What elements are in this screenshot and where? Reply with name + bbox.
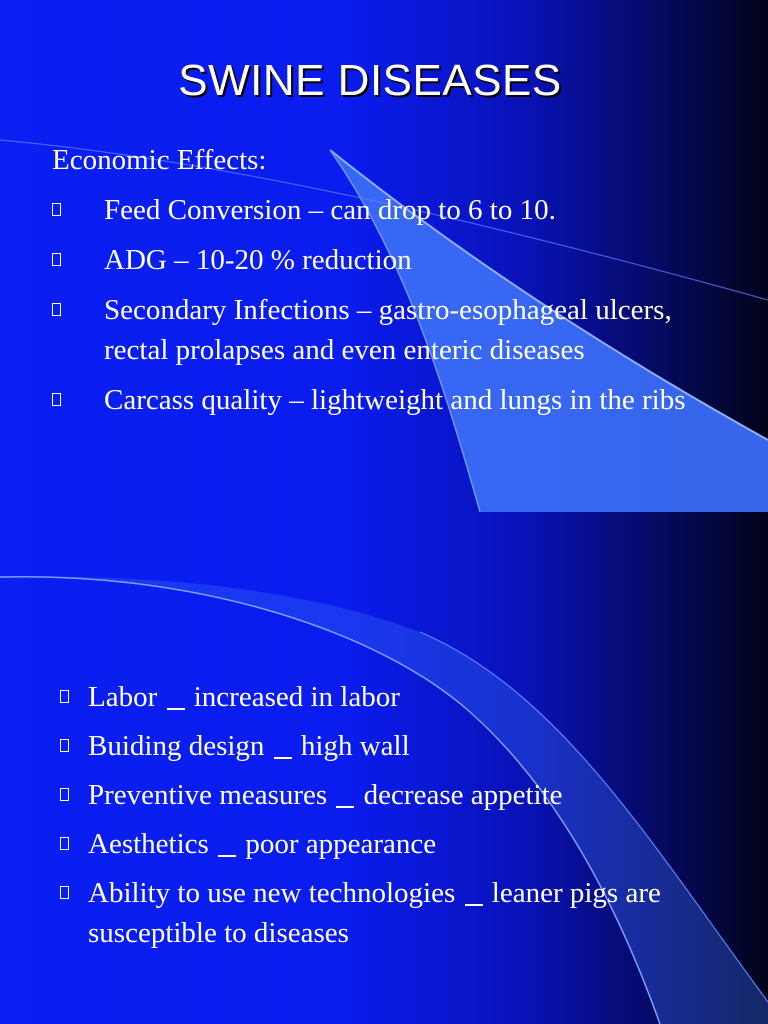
list-item-detail: leaner pigs are susceptible to diseases	[88, 877, 661, 949]
list-item	[52, 380, 702, 420]
hollow-square-bullet-icon	[52, 253, 61, 266]
other-effects-list	[52, 677, 672, 962]
separator-dash-icon	[274, 757, 292, 759]
hollow-square-bullet-icon	[60, 837, 69, 850]
list-item	[52, 775, 672, 815]
separator-dash-icon	[218, 855, 236, 857]
list-item	[52, 190, 702, 230]
list-item	[52, 290, 702, 370]
list-item-detail: increased in labor	[193, 681, 400, 713]
separator-dash-icon	[167, 708, 185, 710]
list-item-term: Ability to use new technologies	[88, 877, 456, 909]
list-item	[52, 824, 672, 864]
list-item	[52, 726, 672, 766]
hollow-square-bullet-icon	[52, 393, 61, 406]
hollow-square-bullet-icon	[52, 303, 61, 316]
separator-dash-icon	[465, 904, 483, 906]
list-item-text: Secondary Infections – gastro-esophageal ulcers, rectal prolapses and even enteric diseases	[104, 294, 672, 366]
list-item-term: Buiding design	[88, 730, 265, 762]
slide-other-effects	[0, 512, 768, 1024]
list-item	[52, 873, 672, 953]
list-item-text: Carcass quality – lightweight and lungs in the ribs	[104, 384, 686, 416]
section-heading: Economic Effects:	[52, 144, 267, 176]
hollow-square-bullet-icon	[60, 886, 69, 899]
separator-dash-icon	[336, 806, 354, 808]
list-item-detail: decrease appetite	[363, 779, 563, 811]
list-item-detail: high wall	[300, 730, 410, 762]
economic-effects-list	[52, 190, 702, 430]
list-item	[52, 240, 702, 280]
hollow-square-bullet-icon	[60, 739, 69, 752]
hollow-square-bullet-icon	[60, 788, 69, 801]
list-item	[52, 677, 672, 717]
list-item-term: Aesthetics	[88, 828, 209, 860]
hollow-square-bullet-icon	[60, 690, 69, 703]
list-item-term: Labor	[88, 681, 158, 713]
list-item-term: Preventive measures	[88, 779, 328, 811]
list-item-text: ADG – 10-20 % reduction	[104, 244, 412, 276]
slide-title: SWINE DISEASES	[178, 56, 562, 105]
hollow-square-bullet-icon	[52, 203, 61, 216]
list-item-text: Feed Conversion – can drop to 6 to 10.	[104, 194, 556, 226]
list-item-detail: poor appearance	[245, 828, 437, 860]
